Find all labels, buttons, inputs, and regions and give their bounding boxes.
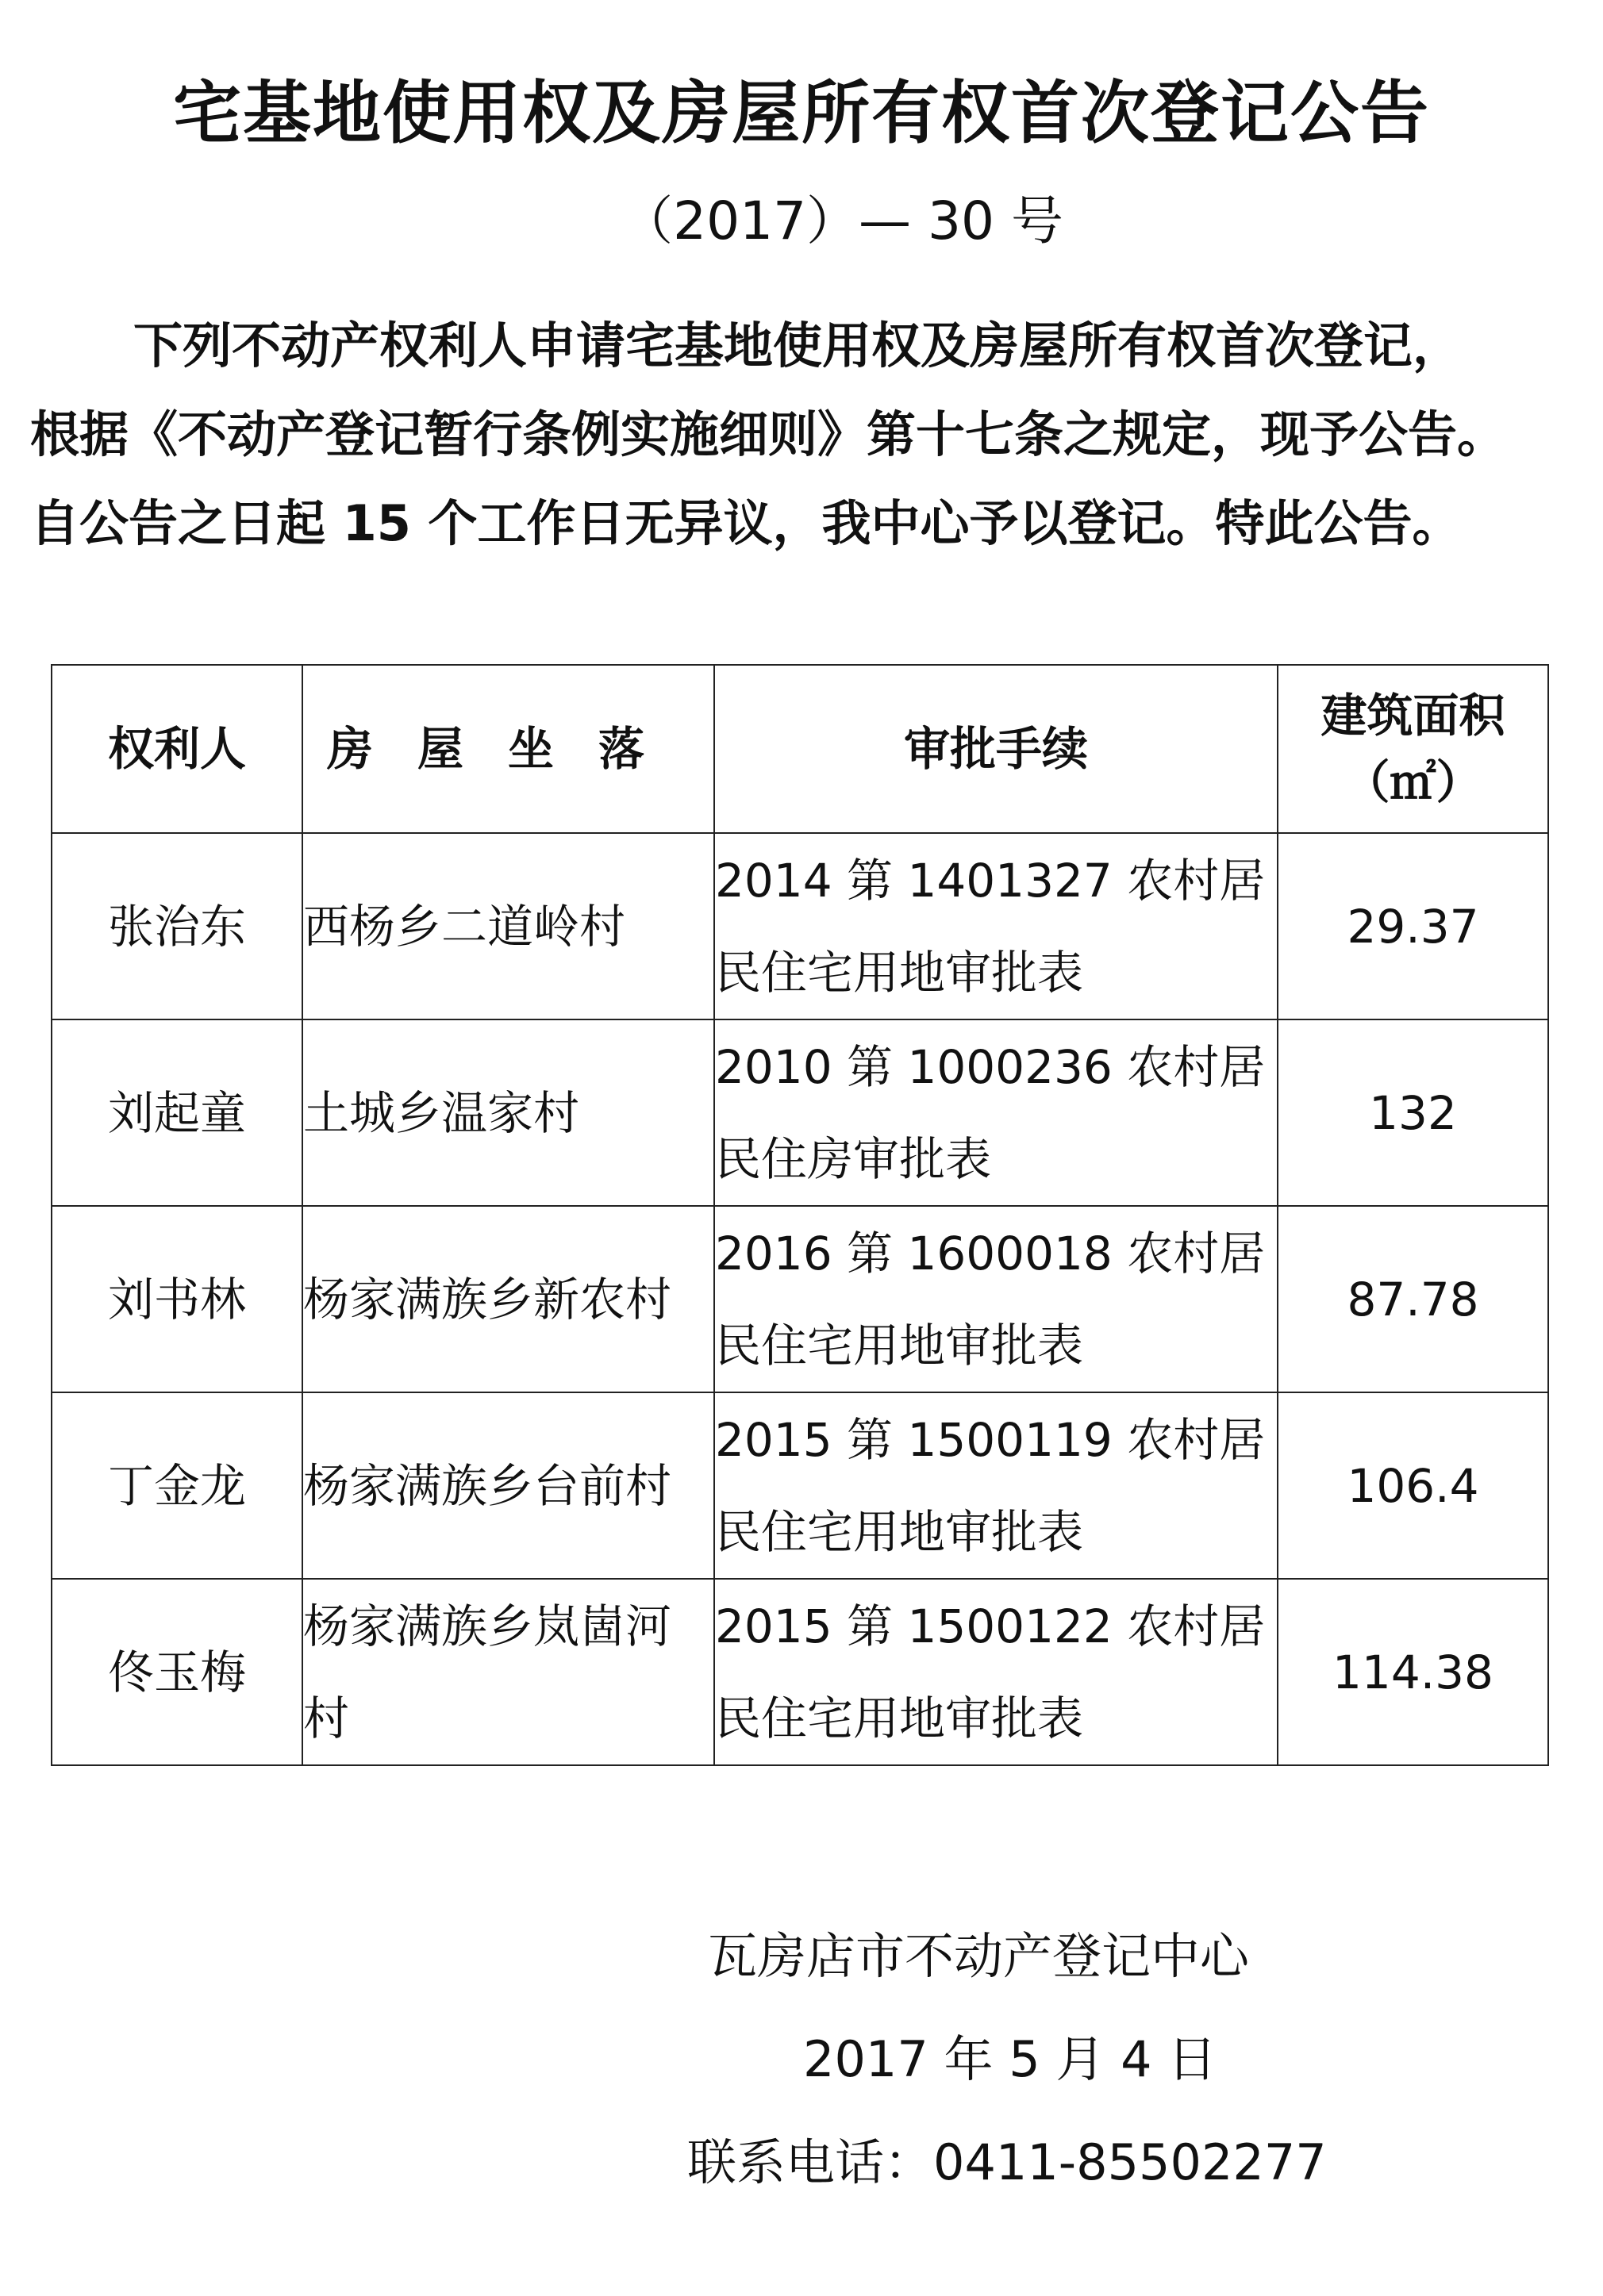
area-cell: 132 (1278, 1019, 1548, 1206)
header-approval: 审批手续 (714, 665, 1278, 833)
owner-cell: 刘书林 (52, 1206, 302, 1392)
document-number (0, 187, 1063, 255)
header-area-unit: （㎡） (1344, 755, 1482, 809)
intro-line-3: 自公告之日起 15 个工作日无异议，我中心予以登记。特此公告。 (30, 494, 1462, 552)
contact-phone: 联系电话：0411-85502277 (687, 2133, 1327, 2191)
intro-paragraph (30, 301, 1586, 568)
owner-cell: 张治东 (52, 833, 302, 1019)
owner-cell: 佟玉梅 (52, 1579, 302, 1765)
area-cell: 87.78 (1278, 1206, 1548, 1392)
location-cell: 杨家满族乡岚崮河村 (302, 1579, 714, 1765)
table-row (52, 1579, 1548, 1765)
table-header-row (52, 665, 1548, 833)
approval-cell: 2015 第 1500119 农村居民住宅用地审批表 (714, 1392, 1278, 1579)
area-cell: 106.4 (1278, 1392, 1548, 1579)
approval-cell: 2015 第 1500122 农村居民住宅用地审批表 (714, 1579, 1278, 1765)
header-location: 房屋坐落 (302, 665, 714, 833)
table-row (52, 1392, 1548, 1579)
header-area-label: 建筑面积 (1320, 689, 1505, 743)
intro-line-1: 下列不动产权利人申请宅基地使用权及房屋所有权首次登记， (133, 317, 1463, 374)
approval-cell: 2014 第 1401327 农村居民住宅用地审批表 (714, 833, 1278, 1019)
table-row (52, 1206, 1548, 1392)
header-area (1278, 665, 1548, 833)
table-row (52, 1019, 1548, 1206)
intro-line-2: 根据《不动产登记暂行条例实施细则》第十七条之规定，现予公告。 (30, 405, 1507, 463)
approval-cell: 2010 第 1000236 农村居民住房审批表 (714, 1019, 1278, 1206)
location-cell: 杨家满族乡新农村 (302, 1206, 714, 1392)
owner-cell: 丁金龙 (52, 1392, 302, 1579)
owner-cell: 刘起童 (52, 1019, 302, 1206)
location-cell: 土城乡温家村 (302, 1019, 714, 1206)
area-cell: 114.38 (1278, 1579, 1548, 1765)
approval-cell: 2016 第 1600018 农村居民住宅用地审批表 (714, 1206, 1278, 1392)
notice-title: 宅基地使用权及房屋所有权首次登记公告 (173, 74, 1430, 153)
location-cell: 西杨乡二道岭村 (302, 833, 714, 1019)
table-row (52, 833, 1548, 1019)
registration-table (51, 664, 1549, 1766)
area-cell: 29.37 (1278, 833, 1548, 1019)
document-number-text: （2017）— 30 号 (621, 190, 1063, 251)
header-owner: 权利人 (52, 665, 302, 833)
location-cell: 杨家满族乡台前村 (302, 1392, 714, 1579)
issue-date: 2017 年 5 月 4 日 (803, 2030, 1217, 2088)
issuer-name: 瓦房店市不动产登记中心 (708, 1927, 1250, 1985)
